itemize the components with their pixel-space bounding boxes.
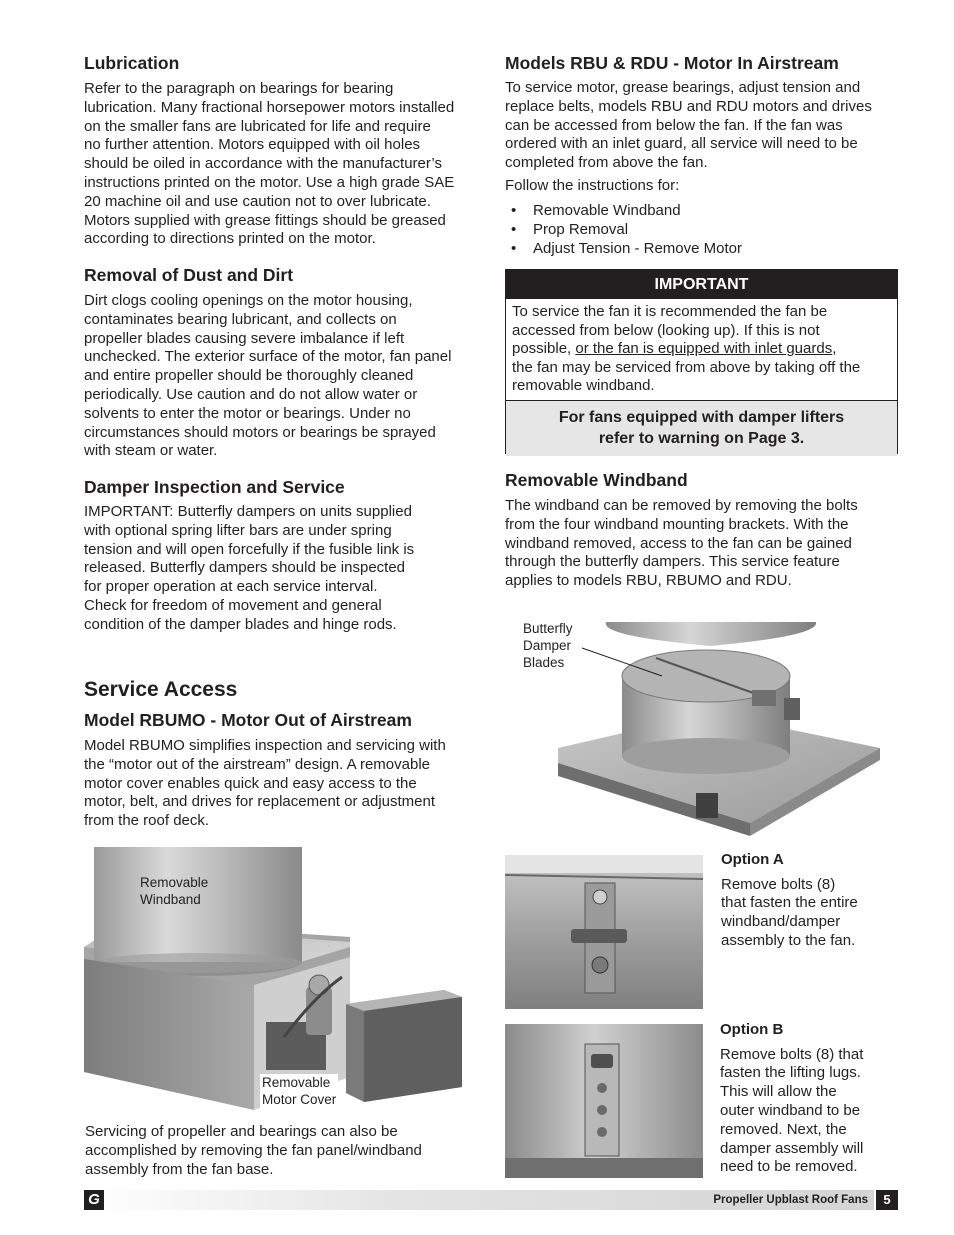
removable-windband-text: The windband can be removed by removing the bolts from the four windband mounting brackets. With the windband removed, access to the fan can be gained through the butterfly dampers. This service feature applies to models RBU, RBUMO and RDU. [505, 497, 858, 590]
footer-title: Propeller Upblast Roof Fans [713, 1194, 868, 1206]
lubrication-text: Refer to the paragraph on bearings for bearing lubrication. Many fractional horsepower motors installed on the smaller fans are lubricated for life and require no further attention. Motors equipped with oil holes should be oiled in accordance with the manufacturer’s instructions printed on the motor. Use a high grade SAE 20 machine oil and use caution not to over lubricate. Motors supplied with grease fittings should be greased according to directions printed on the motor. [84, 80, 455, 248]
inlet-guards-underlined-text: or the fan is equipped with inlet guards [575, 340, 833, 358]
removable-motor-cover-label: Removable Motor Cover [262, 1075, 337, 1107]
list-item: • Removable Windband [505, 202, 895, 221]
list-item: • Adjust Tension - Remove Motor [505, 240, 895, 259]
instructions-list [505, 202, 895, 258]
list-item: • Prop Removal [505, 221, 895, 240]
rbu-rdu-text: To service motor, grease bearings, adjust tension and replace belts, models RBU and RDU motors and drives can be accessed from below the fan. If the fan was ordered with an inlet guard, all service will need to be completed from above the fan. [505, 79, 872, 172]
option-a-photo [505, 855, 703, 1009]
butterfly-damper-blades-label: Butterfly Damper Blades [523, 621, 573, 670]
option-b-title: Option B [720, 1021, 784, 1038]
rbumo-text: Model RBUMO simplifies inspection and servicing with the “motor out of the airstream” design. A removable motor cover enables quick and easy access to the motor, belt, and drives for replacement or adjustment from the roof deck. [84, 737, 446, 830]
option-a-text: Option A Remove bolts (8) that fasten the entire windband/damper assembly to the fan. [721, 851, 891, 951]
damper-heading: Damper Inspection and Service [84, 477, 345, 497]
damper-text: IMPORTANT: Butterfly dampers on units supplied with optional spring lifter bars are under spring tension and will open forcefully if the fusible link is released. Butterfly dampers should be inspected for proper operation at each service interval. Check for freedom of movement and general condition of the damper blades and hinge rods. [84, 503, 415, 633]
lubrication-heading: Lubrication [84, 53, 180, 73]
rbumo-photo [84, 847, 464, 1110]
rbu-rdu-heading: Models RBU & RDU - Motor In Airstream [505, 53, 839, 73]
service-access-heading: Service Access [84, 678, 238, 701]
important-notice-box [505, 269, 898, 454]
important-text: To service the fan it is recommended the fan be accessed from below (looking up). If this is not possible, or the fan is equipped with inlet guards, the fan may be serviced from above by taking off the removable windband. [506, 299, 897, 401]
page-number: 5 [876, 1190, 898, 1210]
company-logo-icon: G [84, 1190, 104, 1210]
removable-windband-heading: Removable Windband [505, 470, 688, 490]
option-a-bolt-illustration [505, 855, 703, 1009]
damper-photo [520, 618, 900, 836]
important-header: IMPORTANT [506, 270, 897, 299]
option-b-photo [505, 1024, 703, 1178]
damper-lifter-warning: For fans equipped with damper lifters refer to warning on Page 3. [506, 401, 897, 456]
rbumo-heading: Model RBUMO - Motor Out of Airstream [84, 710, 412, 730]
option-b-text: Option B Remove bolts (8) that fasten the lifting lugs. This will allow the outer windband to be removed. Next, the damper assembly will need to be removed. [720, 1021, 895, 1177]
closing-text: Servicing of propeller and bearings can also be accomplished by removing the fan panel/windband assembly from the fan base. [85, 1123, 422, 1178]
removable-windband-label: Removable Windband [140, 875, 209, 907]
option-a-title: Option A [721, 851, 784, 868]
dust-text: Dirt clogs cooling openings on the motor housing, contaminates bearing lubricant, and collects on propeller blades causing severe imbalance if left unchecked. The exterior surface of the motor, fan panel and entire propeller should be thoroughly cleaned periodically. Use caution and do not allow water or solvents to enter the motor or bearings. Under no circumstances should motors or bearings be sprayed with steam or water. [84, 292, 452, 460]
option-b-lug-illustration [505, 1024, 703, 1178]
follow-instructions-text: Follow the instructions for: [505, 177, 680, 194]
dust-heading: Removal of Dust and Dirt [84, 265, 294, 285]
